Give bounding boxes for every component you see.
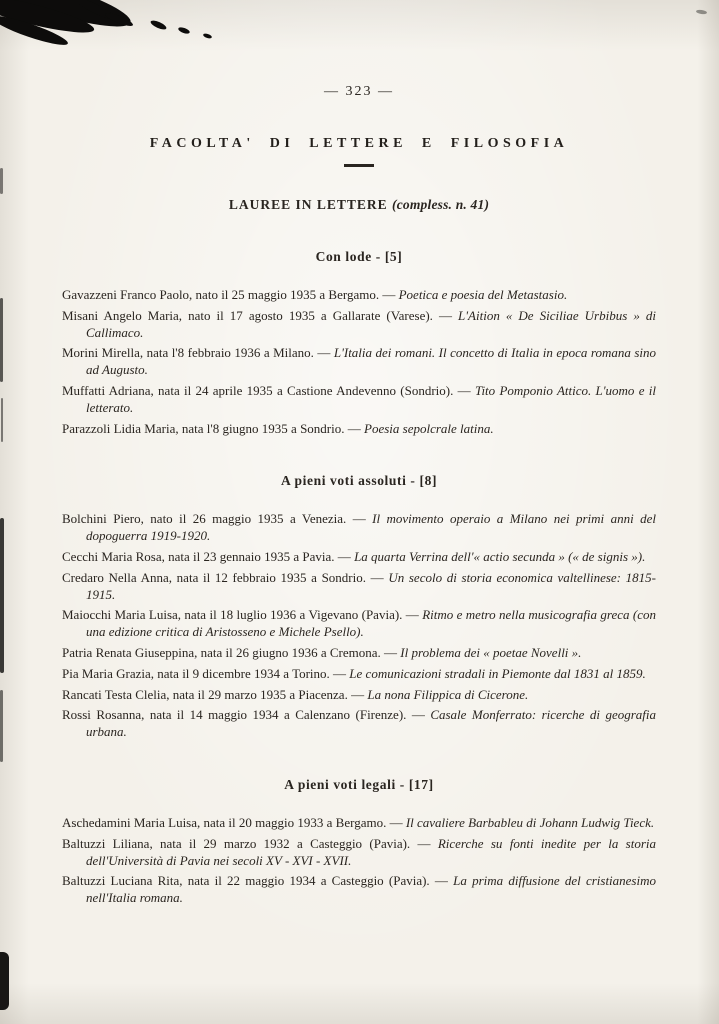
entry [62,570,656,604]
scan-edge-streak [0,518,4,673]
page-number: — 323 — [324,84,394,99]
entry-person: Cecchi Maria Rosa, nata il 23 gennaio 1935 a Pavia. — [62,548,355,564]
entry-person: Baltuzzi Liliana, nata il 29 marzo 1932 a Casteggio (Pavia). — [62,835,438,851]
entry-thesis-title: Casale Monferrato: ricerche di geografia urbana. [86,707,657,740]
entry-thesis-title: L'Italia dei romani. Il concetto di Italia in epoca romana sino ad Augusto. [86,345,656,378]
section-con-lode [62,249,656,437]
section-heading: A pieni voti legali - [17] [284,776,434,792]
entry-person: Credaro Nella Anna, nata il 12 febbraio 1935 a Sondrio. — [62,569,389,585]
entry-thesis-title: Il movimento operaio a Milano nei primi anni del dopoguerra 1919-1920. [86,511,656,544]
entry [62,815,656,832]
entry-thesis-title: La prima diffusione del cristianesimo nell'Italia romana. [86,873,656,906]
section-pieni-voti-legali [62,777,656,907]
entry-person: Maiocchi Maria Luisa, nata il 18 luglio 1936 a Vigevano (Pavia). — [62,607,423,623]
entry-thesis-title: Il problema dei « poetae Novelli ». [400,644,582,660]
entry [62,345,656,379]
entry-thesis-title: Il cavaliere Barbableu di Johann Ludwig Tieck. [405,814,655,830]
entry-person: Misani Angelo Maria, nato il 17 agosto 1935 a Gallarate (Varese). — [62,307,459,323]
entry [62,421,656,438]
page-content [62,0,656,911]
scan-edge-blob [0,952,9,1010]
entry-thesis-title: Un secolo di storia economica valtellinese: 1815-1915. [86,569,656,602]
entry-thesis-title: La quarta Verrina dell'« actio secunda » (« de signis »). [354,548,646,564]
entry [62,308,656,342]
entries-list [62,511,656,741]
section-pieni-voti-assoluti [62,473,656,741]
entry-thesis-title: Tito Pomponio Attico. L'uomo e il letterato. [86,382,656,415]
entry-thesis-title: L'Aition « De Siciliae Urbibus » di Callimaco. [86,307,656,340]
entry [62,707,656,741]
degree-heading-note: (compless. n. 41) [392,197,490,212]
entry-thesis-title: Ritmo e metro nella musicografia greca (con una edizione critica di Aristosseno e Michele Psello). [86,607,656,640]
entry [62,383,656,417]
section-heading: Con lode - [5] [315,249,403,264]
degree-heading [62,197,656,213]
section-heading: A pieni voti assoluti - [8] [280,473,438,489]
entry [62,287,656,304]
entry-person: Gavazzeni Franco Paolo, nato il 25 maggio 1935 a Bergamo. — [62,287,399,302]
entry-thesis-title: La nona Filippica di Cicerone. [367,686,529,702]
entry [62,645,656,662]
faculty-heading: FACOLTA' DI LETTERE E FILOSOFIA [149,136,569,151]
entry [62,873,656,907]
entry-thesis-title: Poetica e poesia del Metastasio. [398,287,568,302]
entry-person: Aschedamini Maria Luisa, nata il 20 maggio 1933 a Bergamo. — [62,814,406,830]
entry-person: Rancati Testa Clelia, nata il 29 marzo 1935 a Piacenza. — [62,686,368,702]
entry-person: Baltuzzi Luciana Rita, nata il 22 maggio 1934 a Casteggio (Pavia). — [62,873,454,889]
entries-list [62,815,656,907]
entry [62,666,656,683]
entry [62,607,656,641]
heading-underline [344,164,374,167]
entry-person: Muffatti Adriana, nata il 24 aprile 1935 a Castione Andevenno (Sondrio). — [62,382,475,398]
entry [62,687,656,704]
scan-edge-streak [0,298,3,382]
entries-list [62,287,656,437]
entry-person: Morini Mirella, nata l'8 febbraio 1936 a Milano. — [62,345,334,361]
entry-person: Bolchini Piero, nato il 26 maggio 1935 a Venezia. — [62,511,373,527]
degree-heading-label: LAUREE IN LETTERE [228,197,388,212]
entry-thesis-title: Poesia sepolcrale latina. [364,420,494,436]
entry [62,836,656,870]
entry [62,549,656,566]
entry-person: Patria Renata Giuseppina, nata il 26 giugno 1936 a Cremona. — [62,644,401,660]
scan-edge-streak [0,168,3,194]
entry-thesis-title: Le comunicazioni stradali in Piemonte dal 1831 al 1859. [349,665,646,681]
entry-thesis-title: Ricerche su fonti inedite per la storia dell'Università di Pavia nei secoli XV - XVI - XVII. [86,835,656,868]
scan-edge-streak [1,398,3,442]
entry [62,511,656,545]
scan-edge-streak [0,690,3,762]
entry-person: Parazzoli Lidia Maria, nata l'8 giugno 1935 a Sondrio. — [62,420,364,436]
entry-person: Pia Maria Grazia, nata il 9 dicembre 1934 a Torino. — [62,665,350,681]
entry-person: Rossi Rosanna, nata il 14 maggio 1934 a Calenzano (Firenze). — [62,707,431,723]
